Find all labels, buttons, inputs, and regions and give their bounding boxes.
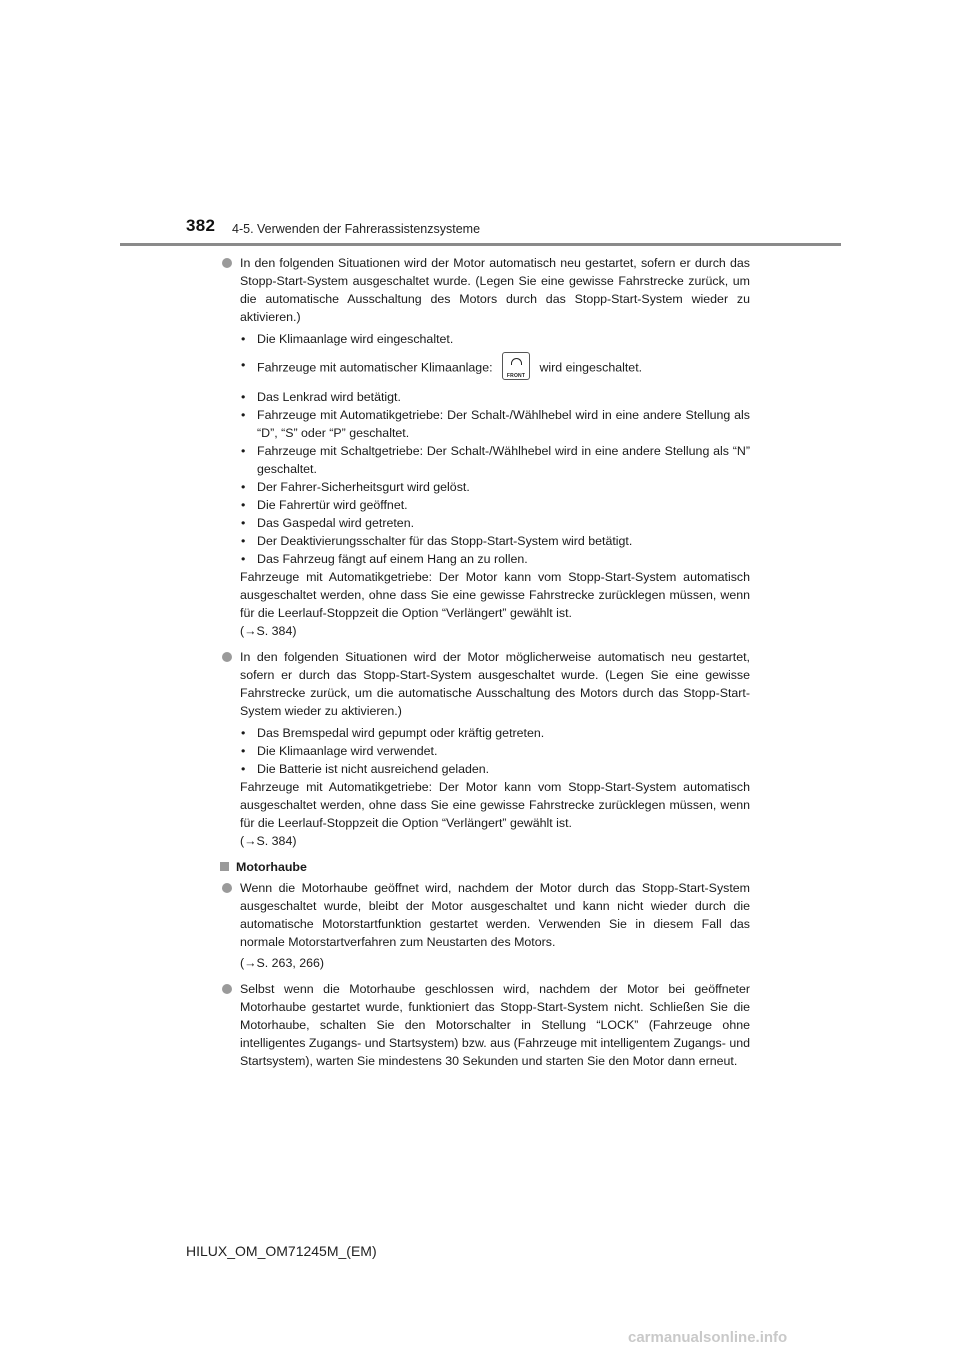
bullet-paragraph: [222, 254, 750, 326]
content: [222, 254, 750, 1078]
square-bullet-icon: [220, 862, 229, 871]
list-item-text: Die Fahrertür wird geöffnet.: [257, 498, 408, 512]
motorhaube-block-2: [222, 980, 750, 1070]
dot-icon: •: [241, 480, 246, 494]
list-item-text: Die Batterie ist nicht ausreichend geladen.: [257, 762, 490, 776]
list-item-text: Fahrzeuge mit Schaltgetriebe: Der Schalt-/Wählhebel wird in eine andere Stellung als “N” geschaltet.: [257, 444, 750, 476]
footer-doc-code: HILUX_OM_OM71245M_(EM): [186, 1243, 377, 1259]
note-text: Fahrzeuge mit Automatikgetriebe: Der Motor kann vom Stopp-Start-System automatisch ausgeschaltet werden, ohne dass Sie eine gewisse Fahrstrecke zurücklegen müssen, wenn für die Leerlauf-Stoppzeit die Option “Verlängert” gewählt ist.: [240, 780, 750, 830]
list-item: [240, 550, 750, 568]
bullet-text: Selbst wenn die Motorhaube geschlossen wird, nachdem der Motor bei geöffneter Motorhaube gestartet wurde, funktioniert das Stopp-Start-System nicht. Schließen Sie die Motorhaube, schalten Sie den Motorschalter in Stellung “LOCK” (Fahrzeuge ohne intelligentes Zugangs- und Startsystem) bzw. aus (Fahrzeuge mit intelligentem Zugangs- und Startsystem), warten Sie mindestens 30 Sekunden und starten Sie den Motor dann erneut.: [240, 982, 750, 1068]
sub-list: [240, 724, 750, 778]
dot-icon: •: [241, 358, 246, 372]
list-item-text: Der Deaktivierungsschalter für das Stopp-Start-System wird betätigt.: [257, 534, 633, 548]
dot-icon: •: [241, 762, 246, 776]
list-item-text: Das Fahrzeug fängt auf einem Hang an zu rollen.: [257, 552, 528, 566]
possible-restart-block: [222, 648, 750, 850]
list-item: [240, 532, 750, 550]
list-item-text: Fahrzeuge mit automatischer Klimaanlage:: [257, 360, 493, 375]
dot-icon: •: [241, 408, 246, 422]
list-item: [240, 388, 750, 406]
list-item-text: Das Gaspedal wird getreten.: [257, 516, 415, 530]
bullet-text: Wenn die Motorhaube geöffnet wird, nachdem der Motor durch das Stopp-Start-System ausgeschaltet wurde, bleibt der Motor ausgeschaltet und kann nicht wieder durch die automatische Motorstartfunktion gestartet werden. Verwenden Sie in diesem Fall das normale Motorstartverfahren zum Neustarten des Motors.: [240, 881, 750, 949]
page-reference-link[interactable]: (→S. 263, 266): [240, 956, 325, 970]
list-item: [240, 742, 750, 760]
bullet-circle-icon: [222, 883, 232, 893]
list-item-text: Das Lenkrad wird betätigt.: [257, 390, 401, 404]
list-item: [240, 496, 750, 514]
restart-conditions-block: [222, 254, 750, 640]
section-title: 4-5. Verwenden der Fahrerassistenzsysteme: [232, 222, 481, 236]
dot-icon: •: [241, 390, 246, 404]
list-item-text: Die Klimaanlage wird eingeschaltet.: [257, 332, 454, 346]
list-item-text: Der Fahrer-Sicherheitsgurt wird gelöst.: [257, 480, 470, 494]
list-item: [240, 760, 750, 778]
list-item-text: Die Klimaanlage wird verwendet.: [257, 744, 438, 758]
list-item: [240, 330, 750, 348]
bullet-circle-icon: [222, 652, 232, 662]
page-reference-link[interactable]: (→S. 384): [240, 834, 297, 848]
list-item: [240, 478, 750, 496]
motorhaube-block: [222, 879, 750, 972]
list-item-text: Fahrzeuge mit Automatikgetriebe: Der Schalt-/Wählhebel wird in eine andere Stellung als “D”, “S” oder “P” geschaltet.: [257, 408, 750, 440]
list-item: [240, 356, 750, 380]
dot-icon: •: [241, 744, 246, 758]
dot-icon: •: [241, 726, 246, 740]
front-defroster-icon: [502, 352, 530, 380]
list-item: [240, 406, 750, 442]
dot-icon: •: [241, 552, 246, 566]
sub-list: [240, 330, 750, 568]
bullet-circle-icon: [222, 984, 232, 994]
dot-icon: •: [241, 516, 246, 530]
header-rule: [120, 243, 841, 246]
dot-icon: •: [241, 332, 246, 346]
list-item: [240, 514, 750, 532]
list-item: [240, 442, 750, 478]
bullet-paragraph: [222, 879, 750, 951]
list-item: [240, 724, 750, 742]
bullet-paragraph: [222, 648, 750, 720]
bullet-text: In den folgenden Situationen wird der Motor automatisch neu gestartet, sofern er durch das Stopp-Start-System ausgeschaltet wurde. (Legen Sie eine gewisse Fahrstrecke zurück, um die automatische Ausschaltung des Motors durch das Stopp-Start-System wieder zu aktivieren.): [240, 256, 750, 324]
dot-icon: •: [241, 534, 246, 548]
list-item-text: wird eingeschaltet.: [539, 360, 643, 375]
bullet-circle-icon: [222, 258, 232, 268]
watermark: carmanualsonline.info: [628, 1329, 788, 1346]
page-reference-link[interactable]: (→S. 384): [240, 624, 297, 638]
heading-text: Motorhaube: [236, 860, 307, 874]
page-number: 382: [186, 216, 216, 235]
list-item-text: Das Bremspedal wird gepumpt oder kräftig getreten.: [257, 726, 545, 740]
dot-icon: •: [241, 498, 246, 512]
bullet-paragraph: [222, 980, 750, 1070]
dot-icon: •: [241, 444, 246, 458]
front-defroster-icon-label: FRONT: [506, 373, 526, 379]
motorhaube-heading: [218, 858, 750, 876]
bullet-text: In den folgenden Situationen wird der Motor möglicherweise automatisch neu gestartet, sofern er durch das Stopp-Start-System ausgeschaltet wurde. (Legen Sie eine gewisse Fahrstrecke zurück, um die automatische Ausschaltung des Motors durch das Stopp-Start-System wieder zu aktivieren.): [240, 650, 750, 718]
note-text: Fahrzeuge mit Automatikgetriebe: Der Motor kann vom Stopp-Start-System automatisch ausgeschaltet werden, ohne dass Sie eine gewisse Fahrstrecke zurücklegen müssen, wenn für die Leerlauf-Stoppzeit die Option “Verlängert” gewählt ist.: [240, 570, 750, 620]
